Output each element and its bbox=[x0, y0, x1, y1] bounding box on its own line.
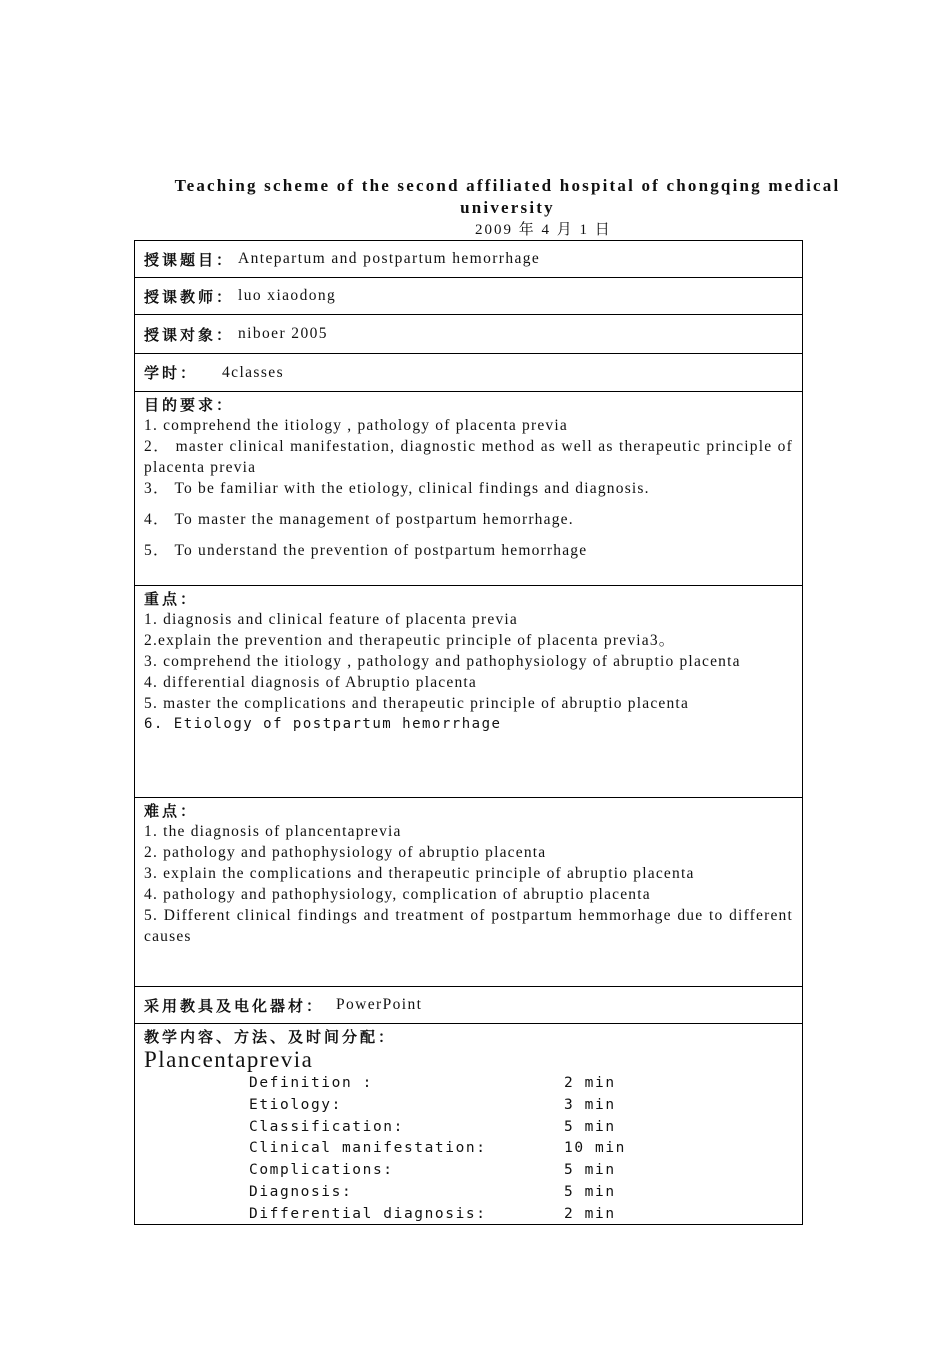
audience-label: 授课对象： bbox=[144, 325, 235, 344]
difficult-point-item: 1. the diagnosis of plancentaprevia bbox=[144, 823, 402, 840]
objective-item: 4． To master the management of postpartum hemorrhage. bbox=[144, 511, 574, 528]
key-point-item: 4. differential diagnosis of Abruptio placenta bbox=[144, 674, 477, 691]
document-date: 2009 年 4 月 1 日 bbox=[475, 222, 612, 238]
schedule-time: 10 min bbox=[564, 1140, 626, 1157]
teacher-value: luo xiaodong bbox=[238, 287, 337, 304]
hours-row bbox=[135, 354, 802, 392]
schedule-item: Differential diagnosis: bbox=[249, 1205, 487, 1222]
audience-value: niboer 2005 bbox=[238, 325, 328, 342]
objectives-label: 目的要求： bbox=[144, 396, 235, 414]
schedule-item: Diagnosis: bbox=[249, 1183, 353, 1200]
teaching-scheme-table bbox=[134, 240, 803, 1225]
content-row bbox=[135, 1024, 802, 1224]
schedule-row bbox=[144, 1204, 793, 1226]
schedule-row bbox=[144, 1073, 793, 1095]
schedule-time: 5 min bbox=[564, 1162, 616, 1179]
key-points-label: 重点： bbox=[144, 590, 199, 608]
key-point-item: 5. master the complications and therapeutic principle of abruptio placenta bbox=[144, 695, 690, 712]
difficult-points-row bbox=[135, 798, 802, 987]
teacher-row bbox=[135, 278, 802, 315]
difficult-point-item: 5. Different clinical findings and treatment of postpartum hemmorhage due to different causes bbox=[144, 907, 793, 945]
objective-item: 3． To be familiar with the etiology, clinical findings and diagnosis. bbox=[144, 480, 650, 497]
key-point-item: 6. Etiology of postpartum hemorrhage bbox=[144, 716, 502, 732]
difficult-point-item: 3. explain the complications and therapeutic principle of abruptio placenta bbox=[144, 865, 695, 882]
schedule-item: Clinical manifestation: bbox=[249, 1140, 487, 1157]
hours-label: 学时： bbox=[144, 364, 199, 382]
schedule-item: Etiology: bbox=[249, 1096, 342, 1113]
schedule-time: 5 min bbox=[564, 1183, 616, 1200]
schedule-time: 3 min bbox=[564, 1096, 616, 1113]
difficult-point-item: 4. pathology and pathophysiology, complication of abruptio placenta bbox=[144, 886, 651, 903]
schedule-time: 2 min bbox=[564, 1205, 616, 1222]
document-title: Teaching scheme of the second affiliated hospital of chongqing medical university bbox=[174, 176, 841, 217]
objective-item: 1. comprehend the itiology , pathology of placenta previa bbox=[144, 417, 568, 434]
key-point-item: 2.explain the prevention and therapeutic principle of placenta previa3。 bbox=[144, 632, 676, 649]
key-point-item: 3. comprehend the itiology , pathology and pathophysiology of abruptio placenta bbox=[144, 653, 741, 670]
schedule-row bbox=[144, 1095, 793, 1117]
key-points-row bbox=[135, 586, 802, 798]
hours-value: 4classes bbox=[222, 363, 285, 381]
schedule-row bbox=[144, 1182, 793, 1204]
objectives-row bbox=[135, 392, 802, 586]
materials-row bbox=[135, 987, 802, 1024]
audience-row bbox=[135, 315, 802, 354]
schedule-time: 5 min bbox=[564, 1118, 616, 1135]
materials-value: PowerPoint bbox=[336, 996, 423, 1013]
topic-label: 授课题目： bbox=[144, 250, 235, 269]
schedule-time: 2 min bbox=[564, 1075, 616, 1091]
difficult-point-item: 2. pathology and pathophysiology of abruptio placenta bbox=[144, 844, 547, 861]
schedule-row bbox=[144, 1117, 793, 1139]
teacher-label: 授课教师： bbox=[144, 287, 235, 306]
objective-item: 2． master clinical manifestation, diagnostic method as well as therapeutic principle of placenta previa bbox=[144, 438, 793, 476]
schedule-row bbox=[144, 1160, 793, 1182]
objective-item: 5． To understand the prevention of postpartum hemorrhage bbox=[144, 542, 588, 559]
schedule-item: Classification: bbox=[249, 1118, 404, 1135]
difficult-points-label: 难点： bbox=[144, 802, 199, 820]
key-point-item: 1. diagnosis and clinical feature of placenta previa bbox=[144, 611, 518, 628]
schedule-item: Complications: bbox=[249, 1162, 394, 1179]
topic-row bbox=[135, 241, 802, 278]
topic-value: Antepartum and postpartum hemorrhage bbox=[238, 250, 541, 267]
schedule-item: Definition : bbox=[249, 1075, 373, 1091]
content-heading: Plancentaprevia bbox=[144, 1047, 314, 1072]
schedule-row bbox=[144, 1138, 793, 1160]
materials-label: 采用教具及电化器材： bbox=[144, 996, 325, 1015]
content-label: 教学内容、方法、及时间分配： bbox=[144, 1028, 397, 1046]
